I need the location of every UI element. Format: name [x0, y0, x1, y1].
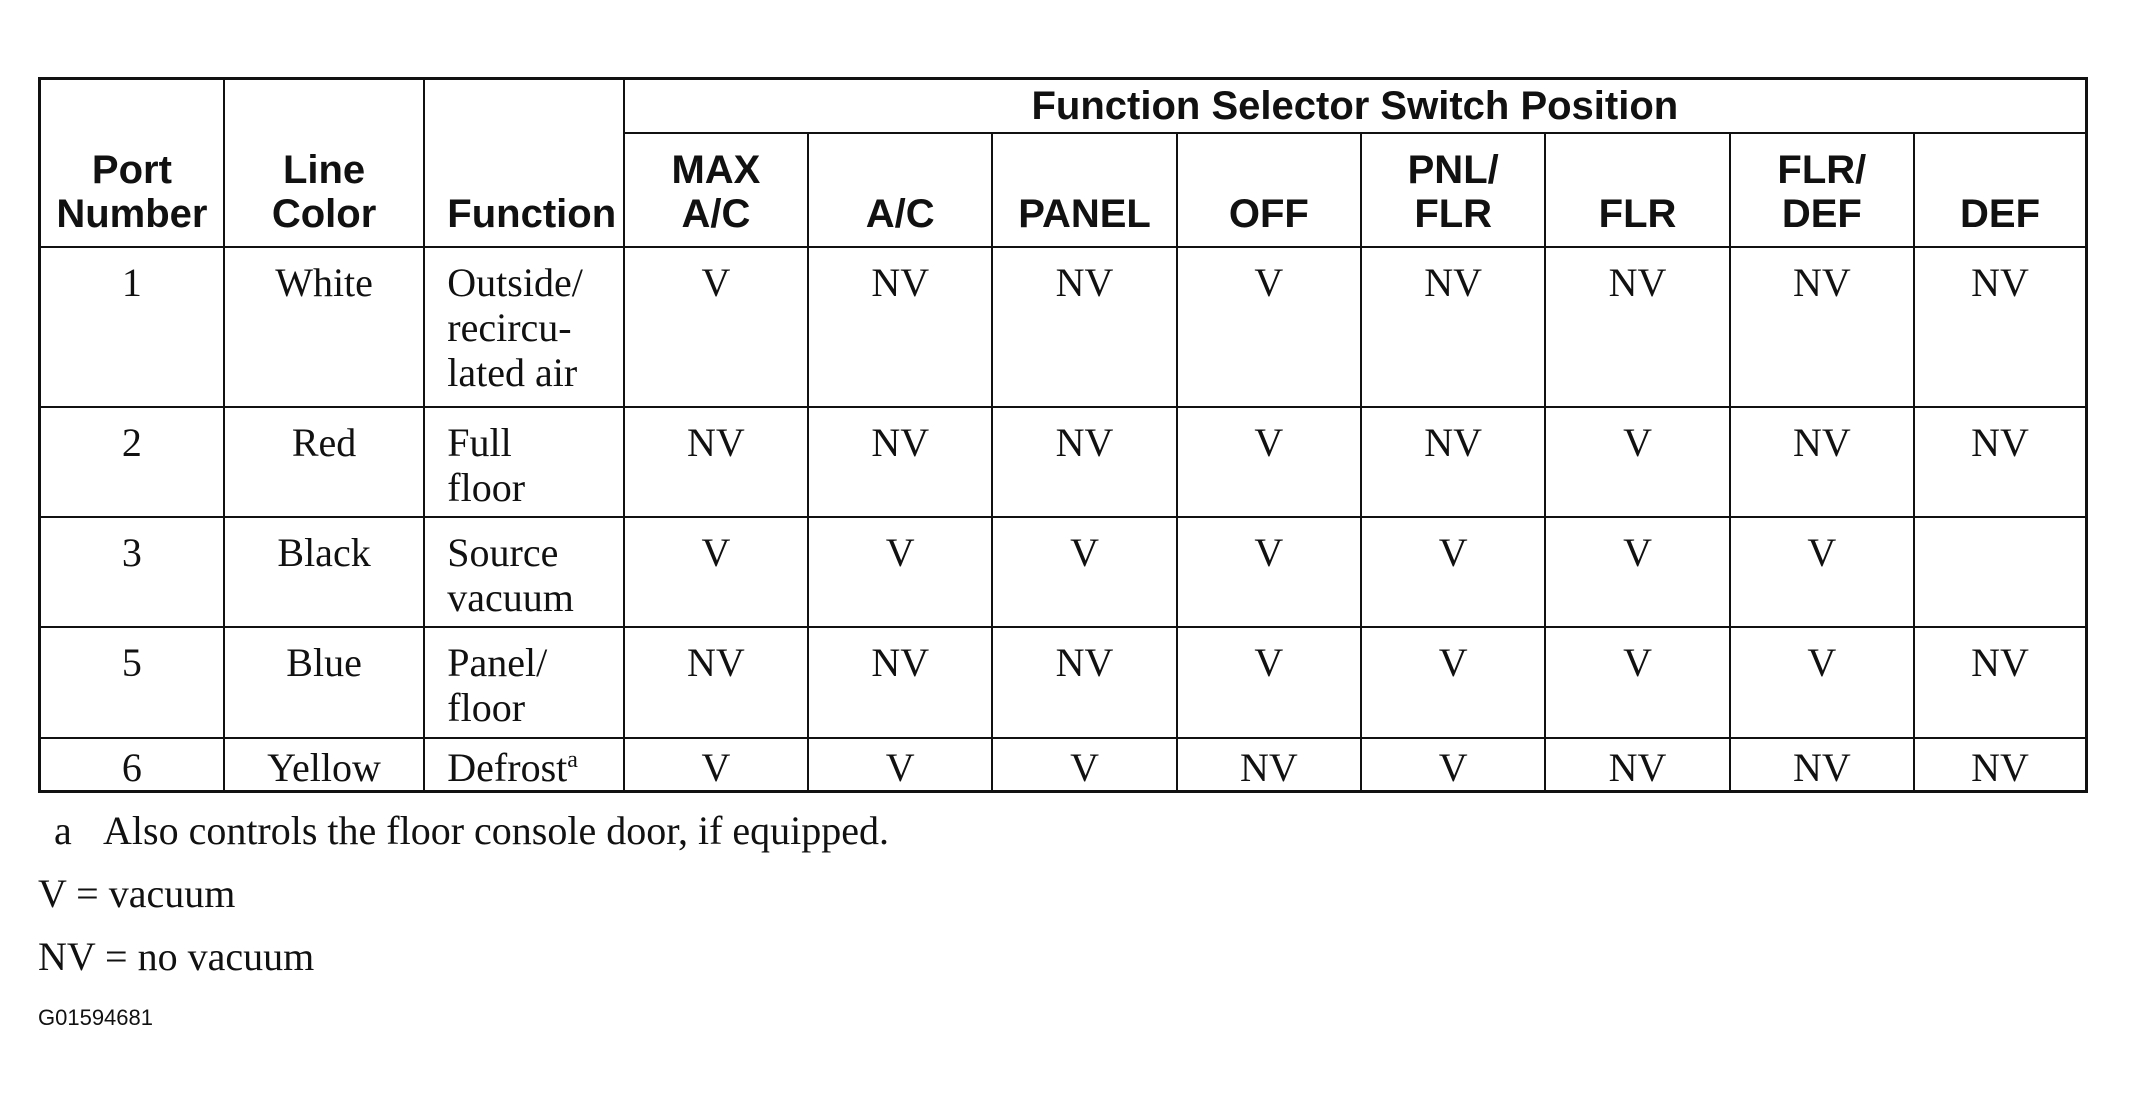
header-line-color: Line Color — [224, 79, 424, 248]
header-position-7: DEF — [1914, 133, 2086, 247]
vacuum-state-cell: V — [808, 738, 992, 792]
vacuum-state-cell: NV — [624, 627, 808, 738]
vacuum-state-cell: NV — [1730, 407, 1914, 517]
vacuum-state-cell: V — [992, 738, 1176, 792]
vacuum-state-cell: NV — [1914, 627, 2086, 738]
table-row — [40, 627, 2087, 738]
vacuum-state-cell: V — [1177, 247, 1361, 407]
vacuum-state-cell: NV — [1914, 247, 2086, 407]
vacuum-state-cell: V — [1730, 517, 1914, 627]
vacuum-state-cell: NV — [1914, 738, 2086, 792]
footnote-mark: a — [54, 808, 72, 853]
table-row — [40, 407, 2087, 517]
function-cell: Source vacuum — [424, 517, 623, 627]
table-row — [40, 517, 2087, 627]
function-cell: Full floor — [424, 407, 623, 517]
function-cell: Outside/ recircu- lated air — [424, 247, 623, 407]
vacuum-state-cell: NV — [1545, 738, 1729, 792]
vacuum-state-cell — [1914, 517, 2086, 627]
vacuum-state-cell: V — [1177, 627, 1361, 738]
table-row — [40, 247, 2087, 407]
function-cell: Defrost$^a$ — [424, 738, 623, 792]
vacuum-state-cell: V — [1730, 627, 1914, 738]
vacuum-state-cell: V — [1177, 517, 1361, 627]
port-number-cell: 5 — [40, 627, 224, 738]
vacuum-state-cell: V — [624, 738, 808, 792]
port-number-cell: 6 — [40, 738, 224, 792]
header-function: Function — [424, 79, 623, 248]
vacuum-state-cell: V — [1361, 627, 1545, 738]
line-color-cell: Blue — [224, 627, 424, 738]
header-position-4: PNL/ FLR — [1361, 133, 1545, 247]
header-position-5: FLR — [1545, 133, 1729, 247]
port-number-cell: 1 — [40, 247, 224, 407]
port-number-cell: 2 — [40, 407, 224, 517]
line-color-cell: White — [224, 247, 424, 407]
port-number-cell: 3 — [40, 517, 224, 627]
vacuum-state-cell: NV — [1361, 407, 1545, 517]
header-switch-position-group: Function Selector Switch Position — [624, 79, 2087, 134]
table-row — [40, 738, 2087, 792]
header-position-0: MAX A/C — [624, 133, 808, 247]
footnote-reference: a — [567, 747, 578, 773]
line-color-cell: Red — [224, 407, 424, 517]
legend-vacuum: V = vacuum — [38, 871, 236, 916]
function-cell: Panel/ floor — [424, 627, 623, 738]
vacuum-state-cell: V — [1361, 517, 1545, 627]
vacuum-state-cell: V — [624, 517, 808, 627]
vacuum-state-cell: V — [1545, 517, 1729, 627]
vacuum-state-cell: V — [992, 517, 1176, 627]
header-position-2: PANEL — [992, 133, 1176, 247]
vacuum-state-cell: NV — [992, 407, 1176, 517]
vacuum-state-cell: NV — [1914, 407, 2086, 517]
vacuum-state-cell: NV — [808, 627, 992, 738]
vacuum-state-cell: NV — [1730, 738, 1914, 792]
table-notes — [38, 808, 889, 997]
vacuum-state-cell: NV — [1545, 247, 1729, 407]
legend-no-vacuum: NV = no vacuum — [38, 934, 315, 979]
vacuum-state-cell: NV — [992, 627, 1176, 738]
footnote-a — [38, 808, 889, 871]
footnote-text: Also controls the floor console door, if equipped. — [103, 808, 890, 853]
vacuum-state-cell: NV — [808, 407, 992, 517]
vacuum-state-cell: NV — [1177, 738, 1361, 792]
vacuum-state-cell: NV — [1730, 247, 1914, 407]
header-position-6: FLR/ DEF — [1730, 133, 1914, 247]
vacuum-state-cell: NV — [808, 247, 992, 407]
header-position-1: A/C — [808, 133, 992, 247]
figure-id: G01594681 — [38, 1005, 153, 1030]
vacuum-port-table — [38, 77, 2088, 793]
vacuum-state-cell: V — [1177, 407, 1361, 517]
line-color-cell: Yellow — [224, 738, 424, 792]
header-position-3: OFF — [1177, 133, 1361, 247]
vacuum-state-cell: V — [1361, 738, 1545, 792]
header-port-number: Port Number — [40, 79, 224, 248]
vacuum-state-cell: V — [624, 247, 808, 407]
vacuum-state-cell: V — [808, 517, 992, 627]
vacuum-state-cell: V — [1545, 627, 1729, 738]
vacuum-state-cell: NV — [624, 407, 808, 517]
line-color-cell: Black — [224, 517, 424, 627]
vacuum-state-cell: V — [1545, 407, 1729, 517]
vacuum-state-cell: NV — [992, 247, 1176, 407]
vacuum-state-cell: NV — [1361, 247, 1545, 407]
